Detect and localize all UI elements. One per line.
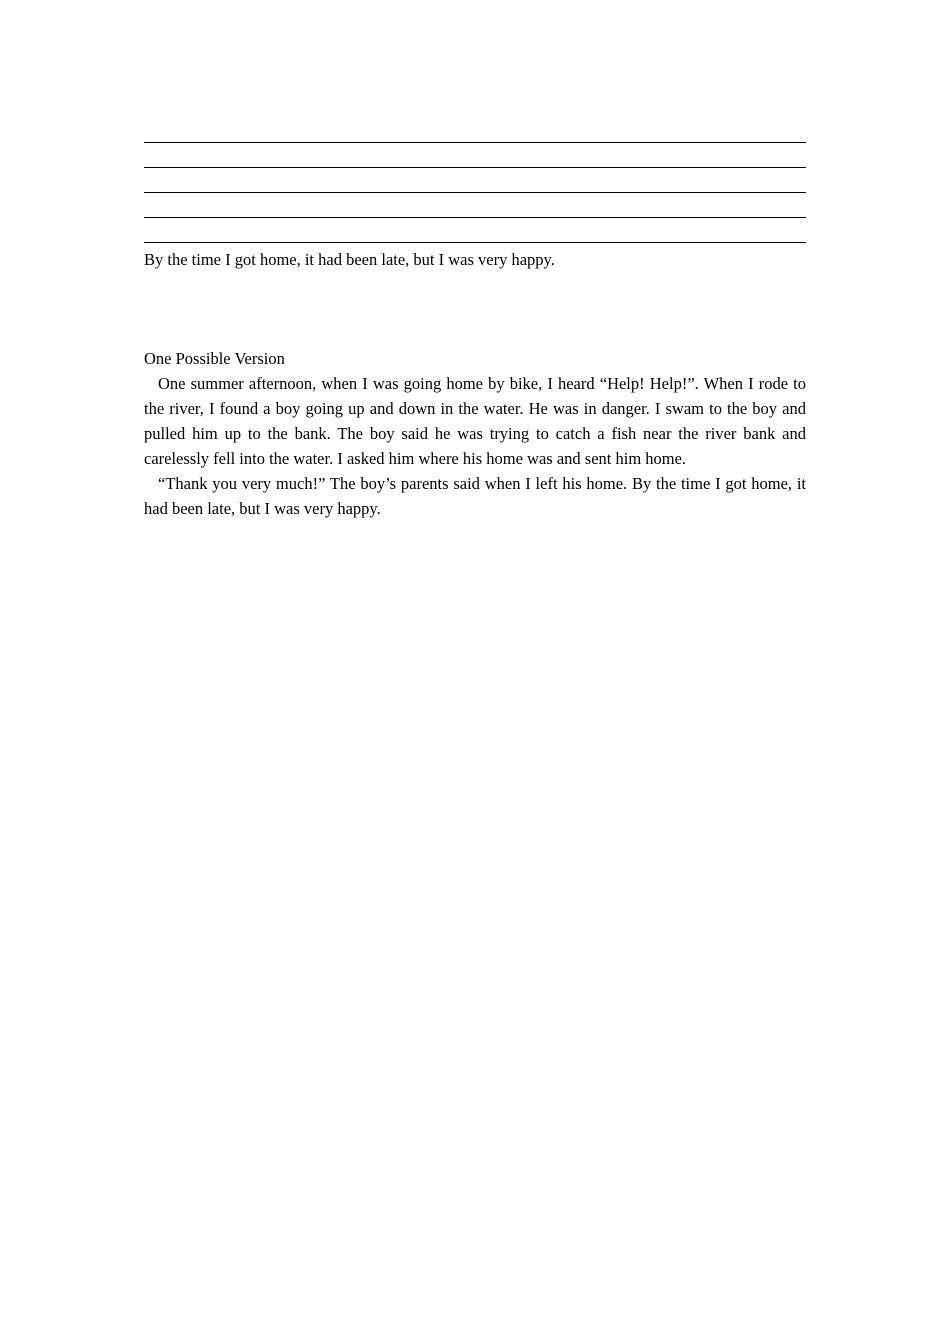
given-ending-sentence: By the time I got home, it had been late, but I was very happy. xyxy=(144,250,555,269)
answer-blank-lines xyxy=(144,118,806,243)
answer-blank-line xyxy=(144,143,806,168)
sample-answer-paragraph-1: One summer afternoon, when I was going home by bike, I heard “Help! Help!”. When I rode to the river, I found a boy going up and down in the water. He was in danger. I swam to the boy and pulled him up to the bank. The boy said he was trying to catch a fish near the river bank and carelessly fell into the water. I asked him where his home was and sent him home. xyxy=(144,374,806,468)
answer-blank-line xyxy=(144,193,806,218)
document-page xyxy=(144,118,806,521)
sample-answer-heading: One Possible Version xyxy=(144,349,285,368)
answer-blank-line xyxy=(144,118,806,143)
answer-blank-line xyxy=(144,168,806,193)
sample-answer-paragraph-2: “Thank you very much!” The boy’s parents said when I left his home. By the time I got home, it had been late, but I was very happy. xyxy=(144,474,806,518)
answer-blank-line xyxy=(144,218,806,243)
